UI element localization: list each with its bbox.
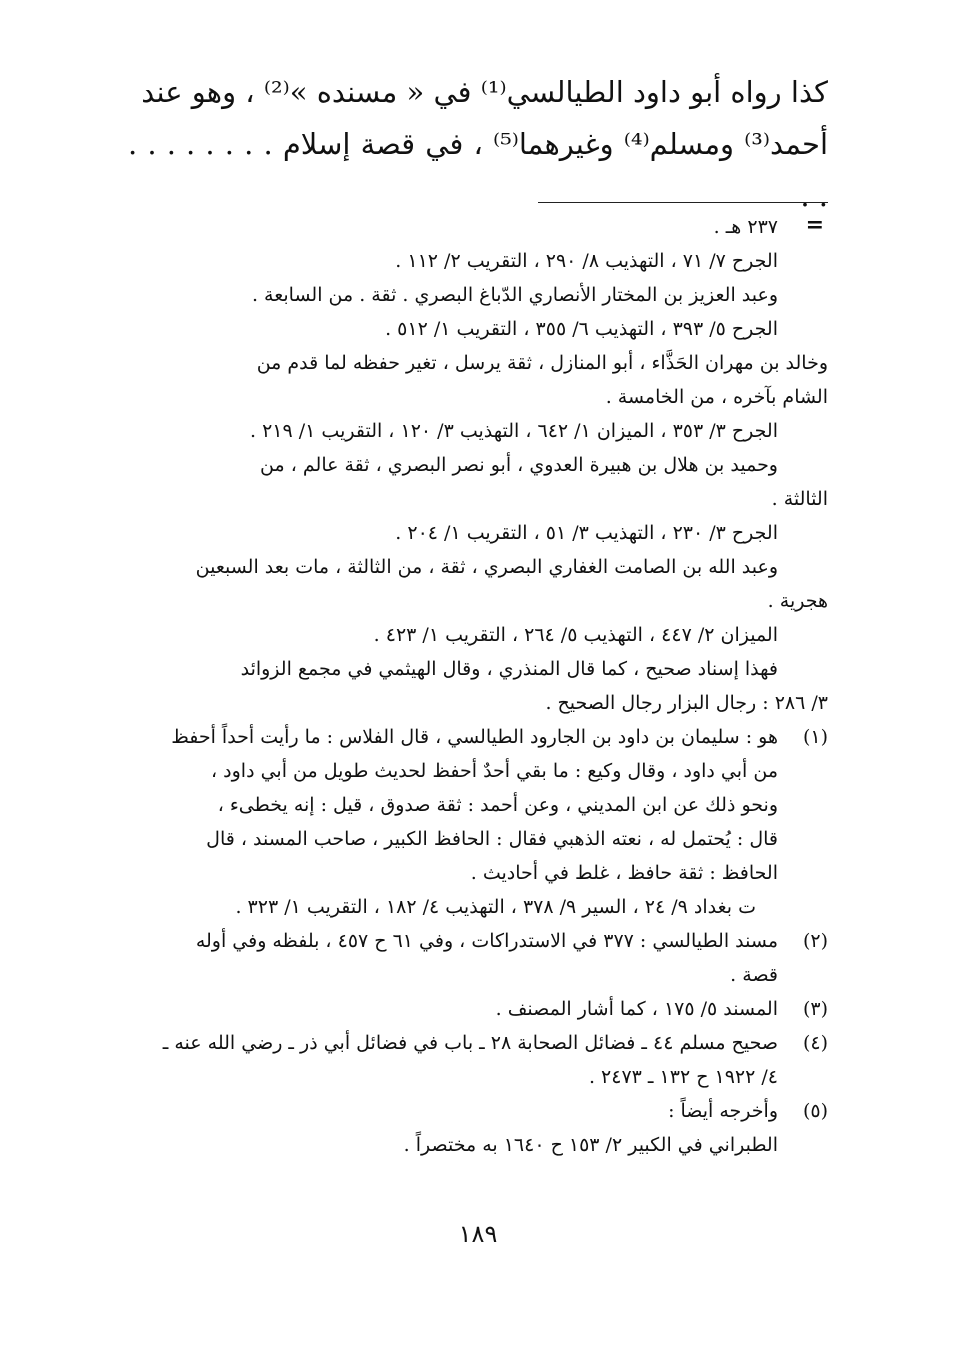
- footnote-number: (٢): [802, 930, 828, 952]
- main-text-line-2-text: أحمد⁽³⁾ ومسلم⁽⁴⁾ وغيرهما⁽⁵⁾ ، في قصة إسلام: [282, 127, 829, 161]
- note-line: وعبد الله بن الصامت الغفاري البصري ، ثقة ، من الثالثة ، مات بعد السبعين: [195, 556, 778, 578]
- note-line: وخالد بن مهران الحَذَّاء ، أبو المنازل ، ثقة يرسل ، تغير حفظه لما قدم من: [256, 352, 828, 374]
- footnote-line: الطبراني في الكبير ٢/ ١٥٣ ح ١٦٤٠ به مختصراً .: [403, 1134, 778, 1156]
- footnote-number: (٣): [802, 998, 828, 1020]
- footnote-line: ونحو ذلك عن ابن المديني ، وعن أحمد : ثقة صدوق ، قيل : إنه يخطىء ،: [217, 794, 778, 816]
- footnote-4: [130, 1026, 828, 1094]
- note-line: الجرح ٧/ ٧١ ، التهذيب ٨/ ٢٩٠ ، التقريب ٢/ ١١٢ .: [395, 250, 778, 272]
- page-number: ١٨٩: [458, 1220, 498, 1248]
- main-text: [128, 66, 828, 222]
- footnote-body: [130, 1094, 778, 1162]
- footnote-5: [130, 1094, 828, 1162]
- main-text-line-1: كذا رواه أبو داود الطيالسي⁽¹⁾ في « مسنده »⁽²⁾ ، وهو عند: [141, 75, 828, 109]
- note-line: الجرح ٣/ ٣٥٣ ، الميزان ١/ ٦٤٢ ، التهذيب ٣/ ١٢٠ ، التقريب ١/ ٢١٩ .: [250, 420, 778, 442]
- footnote-divider: [538, 202, 828, 203]
- footnote-number: (١): [802, 726, 828, 748]
- footnote-body: [130, 1026, 778, 1094]
- note-line: الميزان ٢/ ٤٤٧ ، التهذيب ٥/ ٢٦٤ ، التقريب ١/ ٤٢٣ .: [373, 624, 778, 646]
- footnote-body: [130, 992, 778, 1026]
- footnote-line: صحيح مسلم ٤٤ ـ فضائل الصحابة ٢٨ ـ باب في فضائل أبي ذر ـ رضي الله عنه ـ: [162, 1032, 778, 1054]
- note-line: الجرح ٣/ ٢٣٠ ، التهذيب ٣/ ٥١ ، التقريب ١/ ٢٠٤ .: [395, 522, 778, 544]
- footnote-2: [130, 924, 828, 992]
- continuation-mark: =: [805, 212, 824, 238]
- note-line: هجرية .: [767, 590, 828, 612]
- footnote-line: هو : سليمان بن داود بن الجارود الطيالسي ، قال الفلاس : ما رأيت أحداً أحفظ: [171, 726, 778, 748]
- footnote-line: قصة .: [730, 964, 778, 986]
- note-line: ٣/ ٢٨٦ : رجال البزار رجال الصحيح .: [545, 692, 828, 714]
- note-line: فهذا إسناد صحيح ، كما قال المنذري ، وقال الهيثمي في مجمع الزوائد: [240, 658, 778, 680]
- note-line: وحميد بن هلال بن هبيرة العدوي ، أبو نصر البصري ، ثقة عالم ، من: [260, 454, 778, 476]
- footnote-line: مسند الطيالسي : ٣٧٧ في الاستدراكات ، وفي ٦١ ح ٤٥٧ ، بلفظه وفي أوله: [195, 930, 778, 952]
- footnote-number: (٥): [802, 1100, 828, 1122]
- footnote-3: [130, 992, 828, 1026]
- note-line: وعبد العزيز بن المختار الأنصاري الدّباغ البصري . ثقة . من السابعة .: [251, 284, 778, 306]
- ellipsis-dots: . . . . . . . . . .: [128, 127, 828, 213]
- note-line: الجرح ٥/ ٣٩٣ ، التهذيب ٦/ ٣٥٥ ، التقريب ١/ ٥١٢ .: [385, 318, 778, 340]
- footnote-line: من أبي داود ، وقال وكيع : ما بقي أحدٌ أحفظ لحديث طويل من أبي داود ،: [210, 760, 778, 782]
- footnote-1: [130, 720, 828, 924]
- footnote-number: (٤): [802, 1032, 828, 1054]
- note-line: ٢٣٧ هـ .: [713, 216, 778, 238]
- note-line: الشام بآخره ، من الخامسة .: [605, 386, 828, 408]
- note-line: الثالثة .: [771, 488, 828, 510]
- footnote-line: الحافظ : ثقة حافظ ، غلط في أحاديث .: [470, 862, 778, 884]
- footnotes-section: [130, 210, 828, 1162]
- footnote-body: [130, 720, 778, 924]
- footnote-line: المسند ٥/ ١٧٥ ، كما أشار المصنف .: [495, 998, 778, 1020]
- footnote-line: ت بغداد ٩/ ٢٤ ، السير ٩/ ٣٧٨ ، التهذيب ٤/ ١٨٢ ، التقريب ١/ ٣٢٣ .: [235, 896, 756, 918]
- footnote-body: [130, 924, 778, 992]
- main-text-line-2: [128, 118, 828, 222]
- footnote-line: ٤/ ١٩٢٢ ح ١٣٢ ـ ٢٤٧٣ .: [588, 1066, 778, 1088]
- footnote-line: وأخرجه أيضاً :: [668, 1100, 778, 1122]
- footnote-line: قال : يُحتمل له ، نعته الذهبي فقال : الحافظ الكبير ، صاحب المسند ، قال: [206, 828, 778, 850]
